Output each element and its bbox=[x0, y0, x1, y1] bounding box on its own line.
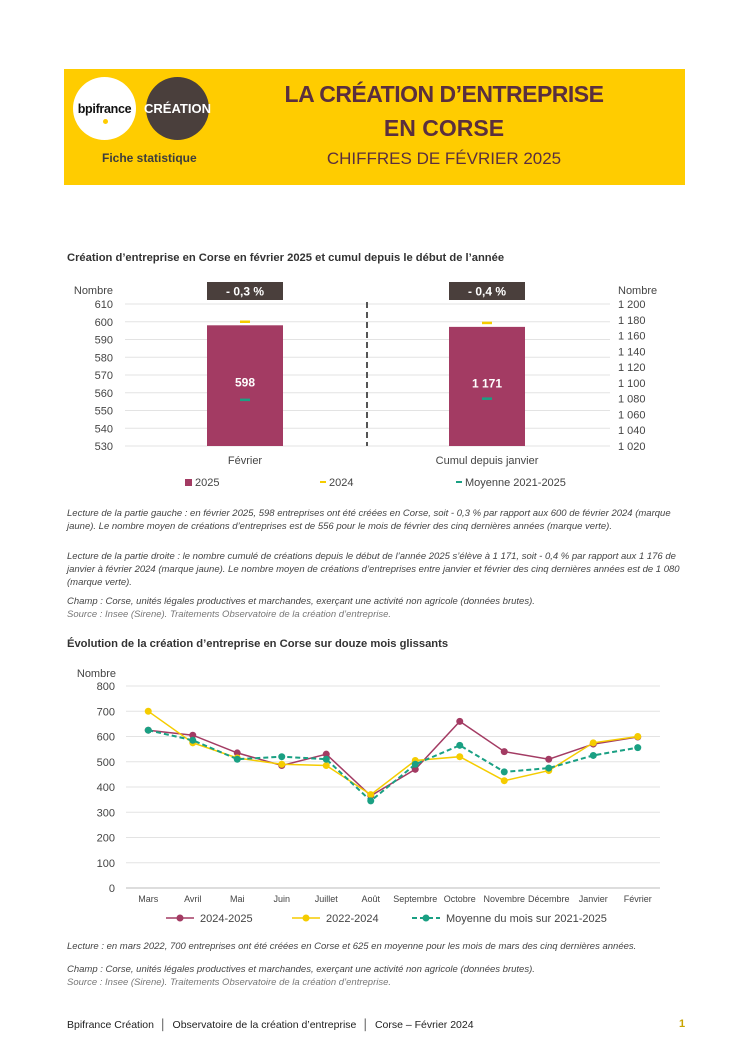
chart2-ytick: 0 bbox=[108, 883, 115, 895]
chart2-data-point bbox=[145, 708, 152, 715]
chart2-legend-marker bbox=[303, 915, 310, 922]
chart2-ytick: 500 bbox=[96, 756, 115, 769]
chart1-legend-label: Moyenne 2021-2025 bbox=[465, 477, 566, 489]
chart2-source: Source : Insee (Sirene). Traitements Observatoire de la création d’entreprise. bbox=[67, 977, 392, 988]
chart2-xtick: Septembre bbox=[393, 894, 438, 904]
chart2-ytick: 200 bbox=[96, 832, 115, 845]
chart2-legend-marker bbox=[177, 915, 184, 922]
chart1-ytick-right: 1 020 bbox=[618, 441, 646, 453]
chart2-data-point bbox=[590, 752, 597, 759]
chart2-data-point bbox=[412, 761, 419, 768]
chart1-ytick-left: 560 bbox=[94, 387, 113, 400]
footer-org: Bpifrance Création bbox=[67, 1019, 154, 1031]
chart1-ytick-right: 1 160 bbox=[618, 330, 646, 343]
chart2-lecture: Lecture : en mars 2022, 700 entreprises ont été créées en Corse et 625 en moyenne pour les mois de mars des cinq dernières années. bbox=[67, 941, 637, 952]
chart2-xtick: Mai bbox=[229, 894, 245, 904]
chart2-series-line bbox=[148, 721, 638, 795]
chart2-ylabel: Nombre bbox=[76, 668, 116, 680]
chart2-line-chart bbox=[0, 660, 750, 935]
chart2-data-point bbox=[545, 765, 552, 772]
chart2-ytick: 400 bbox=[96, 782, 115, 794]
chart2-xtick: Juillet bbox=[314, 894, 338, 904]
chart1-ytick-left: 540 bbox=[94, 423, 113, 436]
chart2-legend-marker bbox=[423, 915, 430, 922]
chart1-ytick-right: 1 180 bbox=[618, 314, 646, 327]
chart2-data-point bbox=[278, 761, 285, 768]
chart1-ytick-right: 1 200 bbox=[618, 299, 646, 311]
chart2-data-point bbox=[501, 768, 508, 775]
chart1-legend-label: 2024 bbox=[329, 477, 354, 489]
bpifrance-logo-text: bpifrance bbox=[77, 101, 132, 116]
chart2-data-point bbox=[234, 756, 241, 763]
chart1-ylabel-left: Nombre bbox=[73, 285, 113, 297]
chart2-ytick: 700 bbox=[96, 706, 115, 719]
chart2-xtick: Mars bbox=[138, 894, 159, 904]
page-subtitle: CHIFFRES DE FÉVRIER 2025 bbox=[326, 149, 562, 168]
chart2-xtick: Avril bbox=[184, 894, 202, 904]
footer: Bpifrance Création │ Observatoire de la création d’entreprise │ Corse – Février 2024 bbox=[67, 1019, 474, 1031]
chart2-title: Évolution de la création d’entreprise en Corse sur douze mois glissants bbox=[67, 638, 449, 650]
chart1-ytick-left: 530 bbox=[94, 441, 113, 453]
chart2-data-point bbox=[456, 718, 463, 725]
chart2-ytick: 600 bbox=[96, 731, 115, 744]
chart2-data-point bbox=[545, 756, 552, 763]
chart2-data-point bbox=[634, 733, 641, 740]
chart2-ytick: 100 bbox=[96, 857, 115, 870]
chart1-ytick-right: 1 140 bbox=[618, 346, 646, 359]
chart2-data-point bbox=[501, 748, 508, 755]
chart1-ytick-right: 1 040 bbox=[618, 425, 646, 438]
chart2-data-point bbox=[367, 791, 374, 798]
chart2-legend-label: Moyenne du mois sur 2021-2025 bbox=[446, 913, 607, 925]
bpifrance-logo bbox=[73, 77, 136, 140]
page-title-line2: EN CORSE bbox=[383, 115, 505, 141]
chart1-change-label: - 0,4 % bbox=[467, 284, 507, 299]
chart1-champ: Champ : Corse, unités légales productives et marchandes, exerçant une activité non agricole (données brutes). bbox=[67, 596, 535, 607]
chart2-xtick: Octobre bbox=[443, 894, 476, 904]
chart1-ytick-left: 590 bbox=[94, 334, 113, 347]
chart2-champ: Champ : Corse, unités légales productives et marchandes, exerçant une activité non agricole (données brutes). bbox=[67, 964, 535, 975]
chart2-xtick: Novembre bbox=[483, 894, 526, 904]
chart2-legend-label: 2022-2024 bbox=[326, 913, 379, 925]
chart2-series-line bbox=[148, 730, 638, 801]
chart1-note-left: Lecture de la partie gauche : en février 2025, 598 entreprises ont été créées en Corse, soit - 0,3 % par rapport aux 600 de février 2024 (marque jaune). Le nombre moyen de créations d’entreprises est de 556 pour le mois de février des cinq dernières années (marque verte). bbox=[67, 508, 671, 532]
chart1-ytick-left: 550 bbox=[94, 405, 113, 418]
chart2-xtick: Juin bbox=[273, 894, 291, 904]
chart2-data-point bbox=[456, 753, 463, 760]
chart2-data-point bbox=[278, 753, 285, 760]
chart2-legend-label: 2024-2025 bbox=[200, 913, 253, 925]
chart1-source: Source : Insee (Sirene). Traitements Observatoire de la création d’entreprise. bbox=[67, 609, 392, 620]
fiche-label: Fiche statistique bbox=[102, 151, 197, 165]
chart1-bar-label: 1 171 bbox=[471, 376, 503, 391]
chart2-xtick: Décembre bbox=[527, 894, 570, 904]
creation-logo-text: CRÉATION bbox=[144, 101, 211, 116]
chart2-xtick: Août bbox=[361, 894, 381, 904]
chart2-data-point bbox=[189, 737, 196, 744]
chart2-xtick: Janvier bbox=[578, 894, 608, 904]
footer-observatoire: Observatoire de la création d’entreprise bbox=[172, 1019, 357, 1031]
chart2-ytick: 300 bbox=[96, 807, 115, 820]
chart1-change-label: - 0,3 % bbox=[225, 284, 265, 299]
page-number: 1 bbox=[679, 1018, 686, 1030]
creation-logo bbox=[146, 77, 209, 140]
chart2-data-point bbox=[634, 744, 641, 751]
chart1-ytick-right: 1 060 bbox=[618, 409, 646, 422]
chart2-data-point bbox=[590, 739, 597, 746]
chart1-bar-label: 598 bbox=[234, 375, 256, 390]
chart1-ytick-right: 1 120 bbox=[618, 362, 646, 375]
chart2-data-point bbox=[323, 756, 330, 763]
page-title-line1: LA CRÉATION D’ENTREPRISE bbox=[284, 81, 604, 107]
chart1-ytick-left: 570 bbox=[94, 370, 113, 382]
chart1-legend-label: 2025 bbox=[195, 477, 220, 489]
chart1-ytick-left: 580 bbox=[94, 352, 113, 365]
chart1-ytick-right: 1 100 bbox=[618, 377, 646, 390]
chart1-ytick-left: 600 bbox=[94, 316, 113, 329]
chart1-legend-swatch-2025 bbox=[185, 479, 192, 486]
chart2-data-point bbox=[145, 727, 152, 734]
header-banner bbox=[64, 69, 685, 185]
chart2-data-point bbox=[323, 762, 330, 769]
chart2-data-point bbox=[367, 797, 374, 804]
chart2-ytick: 800 bbox=[96, 681, 115, 693]
logo-dot bbox=[103, 119, 108, 124]
chart1-ytick-left: 610 bbox=[94, 299, 113, 311]
chart1-ytick-right: 1 080 bbox=[618, 393, 646, 406]
chart1-title: Création d’entreprise en Corse en février 2025 et cumul depuis le début de l’année bbox=[67, 252, 505, 264]
chart2-data-point bbox=[501, 777, 508, 784]
chart1-category-label: Février bbox=[227, 455, 263, 467]
chart2-data-point bbox=[456, 742, 463, 749]
footer-region: Corse – Février 2024 bbox=[374, 1019, 474, 1031]
chart1-note-right: Lecture de la partie droite : le nombre cumulé de créations depuis le début de l’année 2025 s’élève à 1 171, soit - 0,4 % par rapport aux 1 176 de janvier à février 2024 (marque jaune). Le nombre moyen de créations d’entreprises entre janvier et février des cinq dernières années est de 1 080 (marque verte). bbox=[67, 551, 680, 588]
chart2-xtick: Février bbox=[623, 894, 652, 904]
chart1-ylabel-right: Nombre bbox=[618, 285, 658, 297]
chart1-category-label: Cumul depuis janvier bbox=[435, 455, 539, 467]
chart1-bar-chart bbox=[0, 270, 750, 500]
